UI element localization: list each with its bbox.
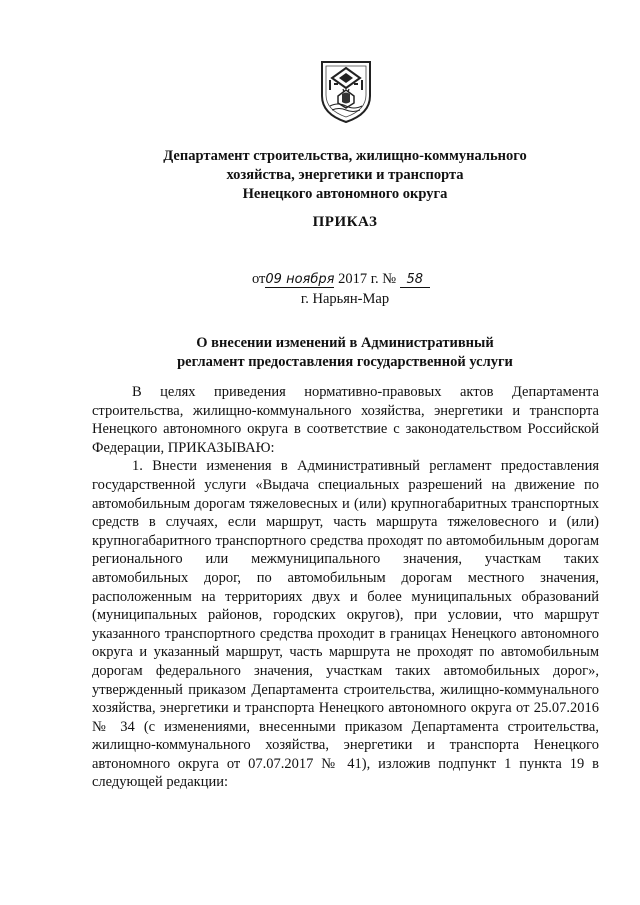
handwritten-date: 09 ноября: [265, 272, 335, 287]
department-line-2: хозяйства, энергетики и транспорта: [226, 167, 464, 183]
subject-line-2: регламент предоставления государственной услуги: [177, 354, 513, 370]
handwritten-number: 58: [400, 273, 430, 288]
department-line-1: Департамент строительства, жилищно-коммунального: [163, 148, 527, 164]
order-date-line: [252, 271, 430, 288]
order-body: [92, 383, 599, 792]
order-title: ПРИКАЗ: [312, 214, 378, 230]
order-subject: [0, 334, 640, 372]
department-line-3: Ненецкого автономного округа: [242, 186, 448, 202]
body-paragraph-2: 1. Внести изменения в Административный регламент предоставления государственной услуги «Выдача специальных разрешений на движение по автомобильным дорогам тяжеловесных и (или) крупногабаритных транспортных средств в случаях, если маршрут, часть маршрута тяжеловесного и (или) крупногабаритного транспортного средства проходят по автомобильным дорогам регионального или межмуниципального значения, участкам таких автомобильных дорог, по автомобильным дорогам местного значения, расположенным на территориях двух и более муниципальных образований (муниципальных районов, городских округов), при условии, что маршрут указанного транспортного средства проходит в границах Ненецкого автономного округа и указанный маршрут, часть маршрута не проходят по автомобильным дорогам федерального значения, участкам таких автомобильных дорог», утвержденный приказом Департамента строительства, жилищно-коммунального хозяйства, энергетики и транспорта Ненецкого автономного округа от 25.07.2016 № 34 (с изменениями, внесенными приказом Департамента строительства, жилищно-коммунального хозяйства, энергетики и транспорта Ненецкого автономного округа от 07.07.2017 № 41), изложив подпункт 1 пункта 19 в следующей редакции:: [92, 458, 599, 791]
subject-line-1: О внесении изменений в Административный: [196, 335, 494, 351]
department-name: [0, 147, 640, 204]
date-prefix: от: [252, 271, 266, 287]
body-paragraph-1: В целях приведения нормативно-правовых актов Департамента строительства, жилищно-коммунального хозяйства, энергетики и транспорта Ненецкого автономного округа в соответствие с законодательством Российской Федерации, ПРИКАЗЫВАЮ:: [92, 384, 599, 456]
nao-coat-of-arms-icon: [316, 56, 376, 126]
city: г. Нарьян-Мар: [300, 291, 390, 307]
date-year: 2017 г. №: [338, 271, 397, 287]
